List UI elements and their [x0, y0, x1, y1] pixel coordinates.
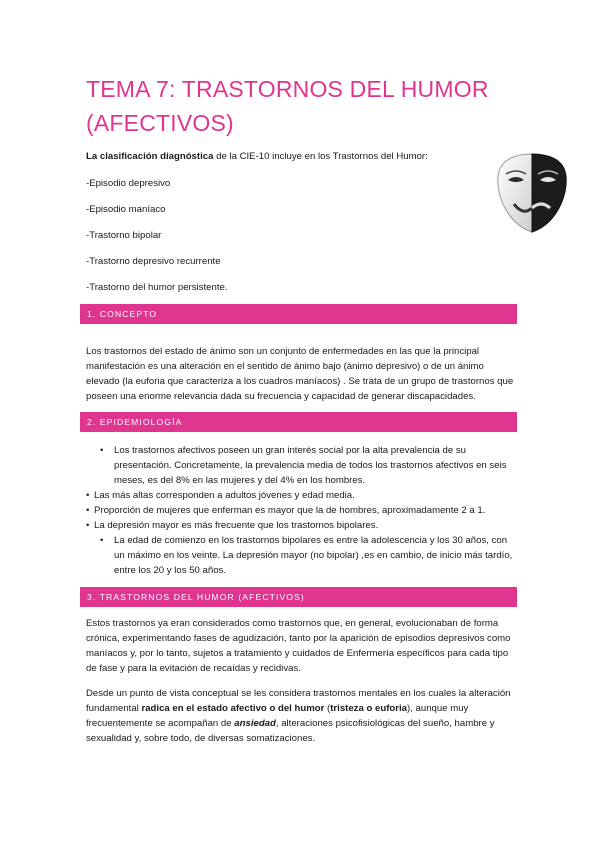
intro-bold: La clasificación diagnóstica [86, 151, 214, 162]
bullet-icon: • [100, 445, 104, 456]
intro-rest: de la CIE-10 incluye en los Trastornos del Humor: [213, 151, 428, 162]
list-item: • La edad de comienzo en los trastornos bipolares es entre la adolescencia y los 30 años, con un máximo en los veinte. La depresión mayor (no bipolar) ,es en cambio, de inicio más tardío, entre los 20 y los 50 años. [100, 535, 513, 576]
list-item: • Las más altas corresponden a adultos jóvenes y edad media. [86, 490, 355, 501]
list-item: • Proporción de mujeres que enferman es mayor que la de hombres, aproximadamente 2 a 1. [86, 505, 486, 516]
bullet-icon: • [86, 520, 90, 531]
section-heading-concepto: 1. CONCEPTO [80, 304, 517, 324]
trastornos-paragraph-2: Desde un punto de vista conceptual se les considera trastornos mentales en los cuales la alteración fundamental radica en el estado afectivo o del humor (tristeza o euforia), aunque muy frecuentemente se acompañan de ansiedad, alteraciones psicofisiológicas del sueño, hambre y sexualidad y, sobre todo, de diversas somatizaciones. [86, 688, 511, 744]
trastornos-paragraph-1: Estos trastornos ya eran considerados como trastornos que, en general, evolucionaban de forma crónica, experimentando fases de agudización, tanto por la aparición de episodios depresivos como maníacos y, por lo tanto, sujetos a tratamiento y cuidados de Enfermería específicos para cada tipo de fase y para la evitación de recaídas y recidivas. [86, 618, 511, 674]
section-heading-epidemiologia: 2. EPIDEMIOLOGÍA [80, 412, 517, 432]
disorder-item: -Episodio depresivo [86, 178, 171, 189]
disorder-item: -Episodio maníaco [86, 204, 166, 215]
concepto-text: Los trastornos del estado de ánimo son un conjunto de enfermedades en las que la principal manifestación es una alteración en el sentido de ánimo bajo (ánimo depresivo) o de un ánimo elevado (la euforia que caracteriza a los cuadros maníacos) . Se trata de un grupo de trastornos que poseen una enorme relevancia dada su frecuencia y capacidad de generar discapacidades. [86, 346, 514, 402]
disorder-item: -Trastorno del humor persistente. [86, 282, 228, 293]
epidemiologia-list [86, 443, 516, 578]
page-title: TEMA 7: TRASTORNOS DEL HUMOR (AFECTIVOS) [86, 76, 489, 136]
bullet-icon: • [86, 490, 90, 501]
list-item: • La depresión mayor es más frecuente que los trastornos bipolares. [86, 520, 379, 531]
theatre-mask-icon [486, 146, 578, 238]
bullet-icon: • [86, 505, 90, 516]
section-heading-trastornos: 3. TRASTORNOS DEL HUMOR (AFECTIVOS) [80, 587, 517, 607]
bullet-icon: • [100, 535, 104, 546]
disorder-item: -Trastorno depresivo recurrente [86, 256, 221, 267]
list-item: • Los trastornos afectivos poseen un gran interés social por la alta prevalencia de su presentación. Concretamente, la prevalencia media de todos los trastornos afectivos en seis meses, es del 8% en las mujeres y del 4% en los hombres. [100, 445, 507, 486]
disorder-item: -Trastorno bipolar [86, 230, 162, 241]
intro-line [86, 150, 466, 163]
